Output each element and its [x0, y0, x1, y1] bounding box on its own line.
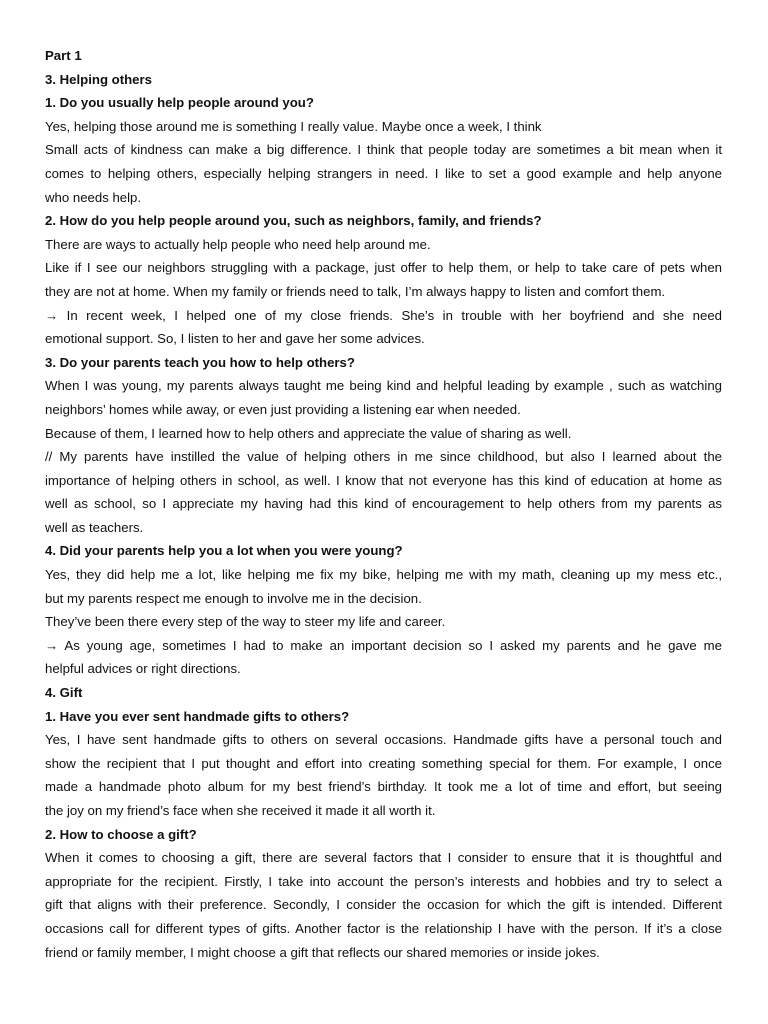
heading-line: 2. How do you help people around you, such as neighbors, family, and friends?: [45, 213, 542, 229]
text-line: Because of them, I learned how to help others and appreciate the value of sharing as well.: [45, 425, 572, 441]
text-line: well as teachers.: [45, 519, 144, 535]
text-line: they are not at home. When my family or friends need to talk, I’m always happy to listen and comfort them.: [45, 283, 666, 299]
text-line: Yes, I have sent handmade gifts to others on several occasions. Handmade gifts have a personal touch and: [45, 732, 722, 748]
text-line: → As young age, sometimes I had to make an important decision so I asked my parents and he gave me: [45, 637, 722, 653]
text-line: Yes, helping those around me is something I really value. Maybe once a week, I think: [45, 118, 542, 134]
heading-line: 1. Have you ever sent handmade gifts to others?: [45, 708, 350, 724]
text-line: made a handmade photo album for my best friend’s birthday. It took me a lot of time and effort, but seeing: [45, 779, 722, 795]
text-line: the joy on my friend’s face when she received it made it all worth it.: [45, 803, 436, 818]
text-line: comes to helping others, especially helping strangers in need. I like to set a good example and help anyone: [45, 165, 722, 181]
heading-line: 4. Gift: [45, 685, 83, 701]
text-line: helpful advices or right directions.: [45, 661, 241, 677]
text-line: friend or family member, I might choose a gift that reflects our shared memories or inside jokes.: [45, 944, 600, 960]
text-line: There are ways to actually help people who need help around me.: [45, 236, 431, 252]
text-line: Like if I see our neighbors struggling with a package, just offer to help them, or help to take care of pets when: [45, 260, 722, 276]
text-line: Small acts of kindness can make a big difference. I think that people today are sometimes a bit mean when it: [45, 142, 722, 158]
text-line: Yes, they did help me a lot, like helping me fix my bike, helping me with my math, cleaning up my mess etc.,: [45, 567, 722, 583]
text-line: who needs help.: [45, 189, 142, 205]
document-page: [45, 44, 722, 964]
text-line: occasions call for different types of gifts. Another factor is the relationship I have with the person. If it’s a close: [45, 920, 722, 936]
heading-line: 3. Do your parents teach you how to help others?: [45, 354, 355, 370]
text-line: appropriate for the recipient. Firstly, I take into account the person’s interests and hobbies and try to select a: [45, 873, 722, 889]
text-line: well as school, so I appreciate my having had this kind of encouragement to help others from my parents as: [45, 496, 722, 512]
text-line: gift that aligns with their preference. Secondly, I consider the occasion for which the gift is intended. Different: [45, 897, 722, 913]
text-line: neighbors’ homes while away, or even just providing a listening ear when needed.: [45, 401, 521, 417]
text-line: When it comes to choosing a gift, there are several factors that I consider to ensure that it is thoughtful and: [45, 850, 722, 866]
text-line: // My parents have instilled the value of helping others in me since childhood, but also I learned about the: [45, 449, 722, 465]
text-line: They’ve been there every step of the way to steer my life and career.: [45, 614, 446, 630]
heading-line: 2. How to choose a gift?: [45, 826, 197, 842]
text-line: but my parents respect me enough to involve me in the decision.: [45, 590, 422, 606]
heading-line: 1. Do you usually help people around you?: [45, 95, 314, 111]
text-line: → In recent week, I helped one of my close friends. She’s in trouble with her boyfriend and she need: [45, 307, 722, 323]
text-line: When I was young, my parents always taught me being kind and helpful leading by example , such as watching: [45, 378, 722, 394]
heading-line: 4. Did your parents help you a lot when you were young?: [45, 543, 403, 559]
text-line: show the recipient that I put thought and effort into creating something special for them. For example, I once: [45, 755, 722, 771]
heading-line: Part 1: [45, 48, 82, 63]
text-line: emotional support. So, I listen to her and gave her some advices.: [45, 331, 425, 347]
heading-line: 3. Helping others: [45, 71, 152, 87]
text-line: importance of helping others in school, as well. I know that not everyone has this kind of education at home as: [45, 472, 722, 488]
